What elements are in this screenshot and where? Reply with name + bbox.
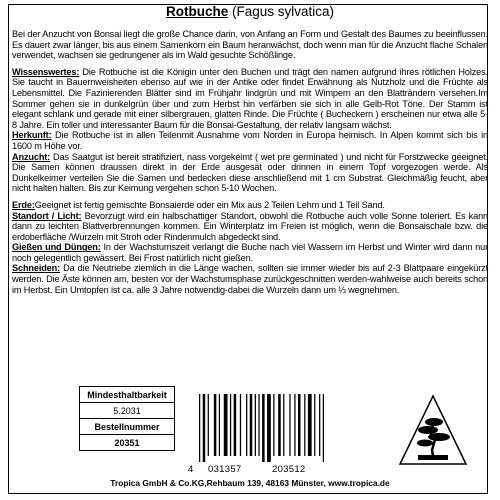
section-label: Schneiden: (12, 263, 61, 274)
footer-address: Tropica GmbH & Co.KG,Rehbaum 139, 48163 Münster, www.tropica.de (110, 478, 390, 488)
page-title (0, 4, 500, 19)
mhd-label: Mindesthaltbarkeit (80, 387, 175, 403)
barcode-bar (267, 394, 271, 462)
barcode-bar (234, 394, 237, 456)
barcode-bar (323, 394, 324, 462)
title-latin: (Fagus sylvatica) (231, 4, 335, 19)
section-text: Die Rotbuche ist die Königin unter den Buchen und trägt den namen aufgrund ihres rötlichen Holzes. Sie taucht in Bauernweisheiten ebenso auf wie in der Antike oder findet Erwähnung als Nutzholz und die Früchte als Lebensmittel. Die Fazinierenden Blätter sind im Frühjahr lindgrün und mit Wimpern an den Blatträndern versehen.Im Sommer gehen sie in dunkelgrün über und zum Herbst hin verfärben sie sich in alle Gelb-Rot Töne. Der Stamm ist elegant schlank und gerade mit einer silbergrauen, glatten Rinde. Die Früchte ( Bucheckern ) erscheinen nur etwa alle 5-8 Jahre. Ein toller und interessanter Baum für die Bonsai-Gestaltung, der relativ langsam wächst. (12, 66, 488, 130)
barcode-bar (283, 394, 284, 456)
barcode-bar (314, 394, 315, 456)
barcode-bar (246, 394, 247, 456)
section-label: Wissenswertes: (12, 66, 80, 77)
section-text: Die Rotbuche ist in allen Teilenmit Ausnahme vom Norden in Europa heimisch. In Alpen kommt sich bis in 1600 m Höhe vor. (12, 130, 488, 151)
section-label: Gießen und Düngen: (12, 242, 101, 253)
barcode-bar (289, 394, 290, 456)
section-text: Das Saatgut ist bereit stratifiziert, nass vorgekeimt ( wet pre germinated ) und nicht für Forstzwecke geeignet. Die Samen können draussen direkt in der Erde ausgesät oder drinnen in einem Topf vorgezogen werde. Als Dunkelkeimer verteilen Sie die Samen und bedecken diese anschließend mit 1 cm Substrat. Gleichmäßig feucht, aber nicht halten halten. Bis zur Keimung vergehen schon 5-10 Wochen. (12, 151, 488, 194)
barcode-bar (214, 394, 217, 456)
section-label: Herkunft: (12, 130, 52, 141)
order-value: 20351 (80, 435, 175, 451)
barcode-bar (230, 394, 231, 456)
section-wissenswertes (12, 67, 488, 131)
barcode-bar (203, 394, 206, 462)
barcode-bar (278, 394, 281, 456)
section-erde (12, 200, 488, 211)
barcode-bar (262, 394, 265, 462)
section-label: Anzucht: (12, 151, 51, 162)
description-body (12, 29, 488, 295)
barcode-bar (199, 394, 200, 462)
section-standort (12, 211, 488, 243)
section-text: In der Wachstumszeit verlangt die Buche nach viel Wassern im Herbst und Winter wird dann nur noch gelegentlich gewässert. Bei Frost natürlich nicht gießen. (12, 242, 489, 263)
bonsai-tree-icon (398, 394, 468, 466)
barcode-group-1: 031357 (208, 464, 242, 475)
section-text: Da die Neutriebe ziemlich in die Länge wachen, sollten sie immer wieder bis auf 2-3 Blattpaare eingekürzt werden. Die Äste können am, besten vor der Wachstumsphase zurückgeschnitten werden-wahlweise auch bereits schon im Herbst. Ein Umtopfen ist ca. alle 3 Jahre notwendig-dabei die Wurzeln dann um ⅓ wegnehmen. (12, 263, 488, 295)
section-label: Standort / Licht: (12, 210, 82, 221)
barcode-bar (258, 394, 259, 456)
barcode-bar (273, 394, 274, 456)
section-text: Bevorzugt wird ein halbschattiger Standort, obwohl die Rotbuche auch volle Sonne toleriert. Es kann dann zu leichten Blattverbrennungen kommen. Ein Winterplatz im Freien ist möglich, wenn die Bonsaischale bzw. die erdoberfläche /Wurzeln mit Stroh oder Rindenmulch abgedeckt sind. (12, 210, 488, 242)
intro-paragraph: Bei der Anzucht von Bonsai liegt die große Chance darin, von Anfang an Form und Gestalt des Baumes zu beeinflussen. Es dauert zwar länger, bis aus einem Samenkorn ein Baum heranwächst, doch wenn man für die Anzucht flache Schalen verwendet, wachsen sie gedrungener als im Wald gesuchte Schößlinge. (12, 29, 488, 61)
mhd-value: 5.2031 (80, 403, 175, 419)
section-giessen (12, 242, 488, 263)
section-anzucht (12, 152, 488, 194)
barcode-bar (250, 394, 253, 456)
section-text: Geeignet ist fertig gemischte Bonsaierde oder ein Mix aus 2 Teilen Lehm und 1 Teil Sand. (34, 199, 385, 210)
barcode-bar (219, 394, 220, 456)
barcode-bar (298, 394, 301, 456)
section-label: Erde: (12, 199, 35, 210)
barcode-bar (308, 394, 312, 456)
title-name: Rotbuche (165, 4, 229, 19)
info-table (79, 386, 175, 451)
barcode-group-2: 203512 (272, 464, 306, 475)
ean-barcode (195, 394, 335, 462)
barcode-bar (304, 394, 305, 456)
barcode-bar (240, 394, 241, 456)
barcode-bar (294, 394, 295, 456)
barcode-bar (224, 394, 228, 456)
barcode-first-digit: 4 (188, 464, 194, 475)
section-schneiden (12, 263, 488, 295)
barcode-bar (319, 394, 320, 456)
section-herkunft (12, 130, 488, 151)
order-label: Bestellnummer (80, 419, 175, 435)
barcode-bar (255, 394, 256, 456)
barcode-bar (208, 394, 209, 456)
